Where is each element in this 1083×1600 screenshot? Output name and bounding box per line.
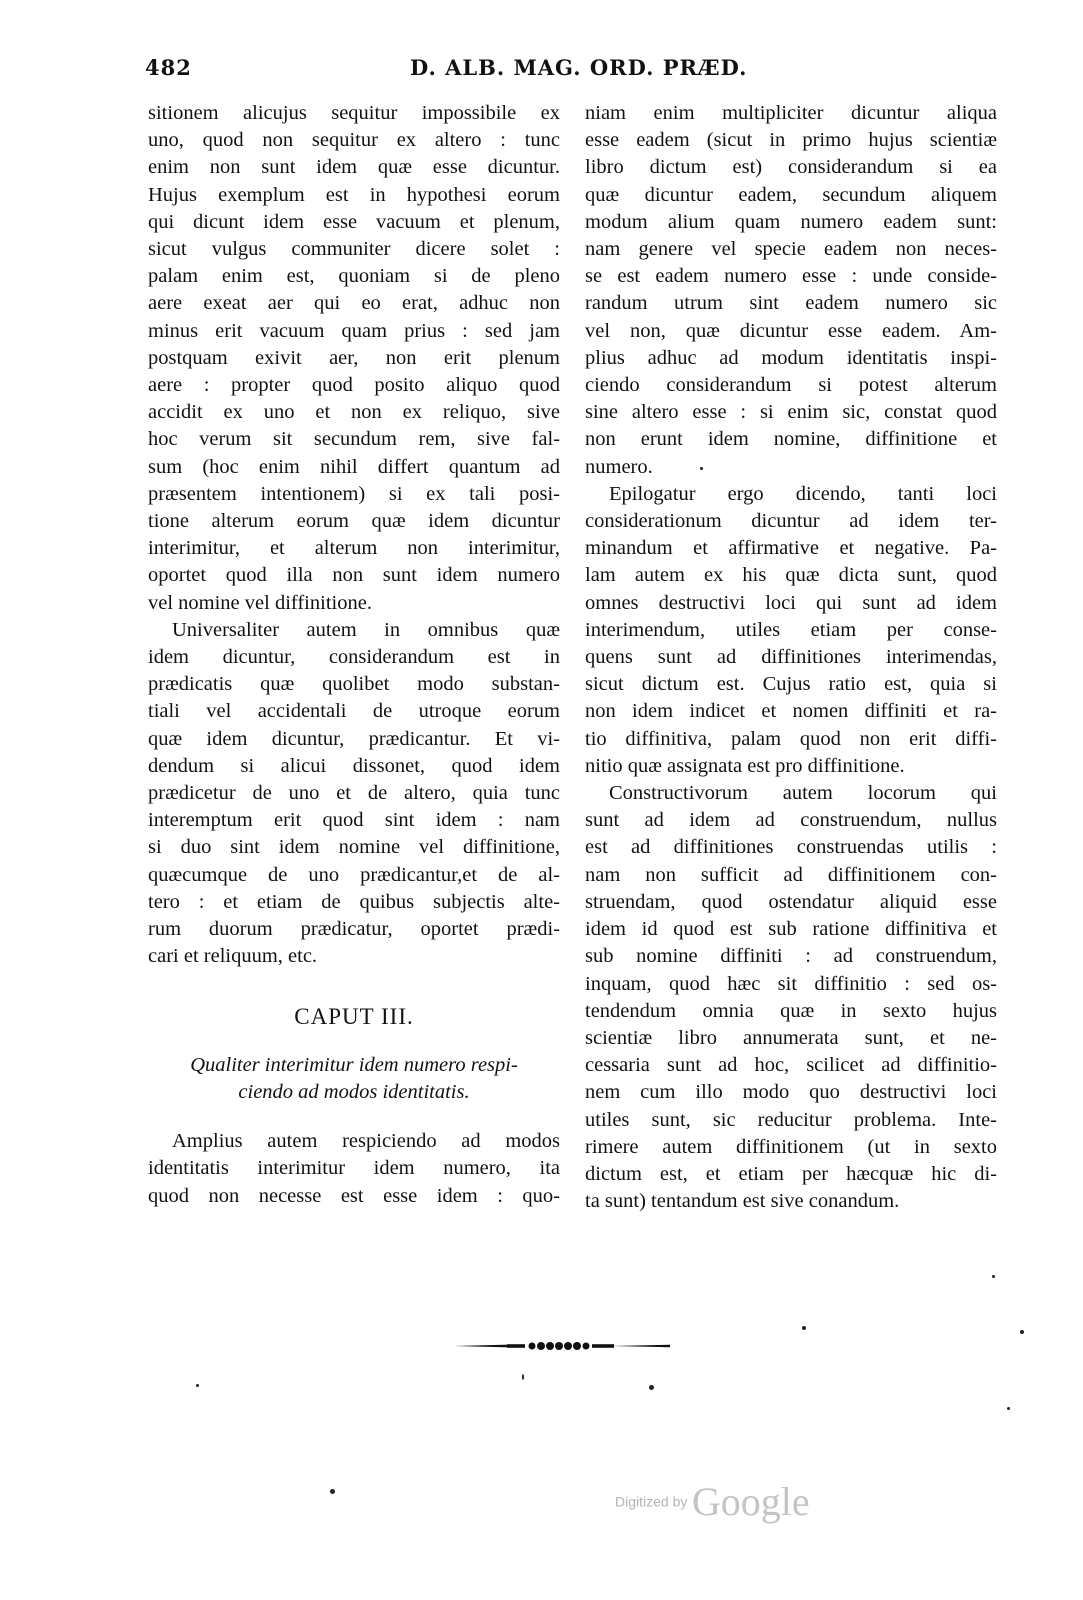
ink-speck [1007, 1407, 1010, 1410]
text-line: Amplius autem respiciendo ad modos [172, 1130, 560, 1153]
text-line: minandum et affirmative et negative. Pa- [585, 537, 997, 560]
text-line: non erunt idem nomine, diffinitione et [585, 428, 997, 451]
paragraph [585, 100, 997, 481]
text-line: sicut dictum est. Cujus ratio est, quia si [585, 673, 997, 696]
text-line: nam non sufficit ad diffinitionem con- [585, 863, 997, 886]
text-line: vel non, quæ dicuntur esse eadem. Am- [585, 319, 997, 342]
text-line: identitatis interimitur idem numero, ita [148, 1157, 560, 1180]
text-line: sicut vulgus communiter dicere solet : [148, 238, 560, 261]
text-line: interimendum, utiles etiam per conse- [585, 618, 997, 641]
text-line: cessaria sunt ad hoc, scilicet ad diffinitio- [585, 1054, 997, 1077]
right-column [585, 100, 997, 1215]
google-logo: Google [691, 1479, 810, 1524]
chapter-subtitle [148, 1052, 560, 1106]
text-line: prædicetur de uno et de altero, quia tunc [148, 782, 560, 805]
text-line: inquam, quod hæc sit diffinitio : sed os- [585, 972, 997, 995]
text-line: accidit ex uno et non ex reliquo, sive [148, 401, 560, 424]
text-line: tendendum omnia quæ in sexto hujus [585, 999, 997, 1022]
text-line: Hujus exemplum est in hypothesi eorum [148, 183, 560, 206]
page-number: 482 [145, 55, 192, 80]
text-line: lam autem ex his quæ dicta sunt, quod [585, 564, 997, 587]
text-line: interemptum erit quod sint idem : nam [148, 809, 560, 832]
text-line: prædicatis quæ quolibet modo substan- [148, 673, 560, 696]
text-line: idem dicuntur, considerandum est in [148, 646, 560, 669]
text-line: dendum si alicui dissonet, quod idem [148, 754, 560, 777]
ink-speck [522, 1374, 524, 1380]
ink-speck [196, 1384, 199, 1387]
text-line: sitionem alicujus sequitur impossibile ex [148, 102, 560, 124]
paragraph [148, 100, 560, 617]
digitized-by-text: Digitized by [615, 1493, 688, 1510]
text-line: præsentem intentionem) si ex tali posi- [148, 482, 560, 505]
chapter-heading: CAPUT III. [294, 1003, 414, 1029]
text-line: nitio quæ assignata est pro diffinitione. [585, 754, 905, 777]
ornament-divider-icon [452, 1336, 672, 1356]
text-line: palam enim est, quoniam si de pleno [148, 265, 560, 288]
text-line: quæ dicuntur eadem, secundum aliquem [585, 183, 997, 206]
digitized-watermark [615, 1478, 810, 1525]
text-line: qui dicunt idem esse vacuum et plenum, [148, 210, 560, 233]
ink-speck [802, 1326, 806, 1330]
text-line: se est eadem numero esse : unde conside- [585, 265, 997, 288]
text-line: nam genere vel specie eadem non neces- [585, 238, 997, 261]
left-column [148, 100, 560, 1210]
paragraph [585, 481, 997, 780]
text-line: cari et reliquum, etc. [148, 945, 318, 968]
paragraph [148, 617, 560, 971]
text-line: esse eadem (sicut in primo hujus scientiæ [585, 129, 997, 152]
text-line: quæcumque de uno prædicantur,et de al- [148, 863, 560, 886]
ink-speck [1020, 1330, 1024, 1334]
text-line: si duo sint idem nomine vel diffinitione, [148, 836, 560, 859]
text-line: rimere autem diffinitionem (ut in sexto [585, 1135, 997, 1158]
text-line: aere exeat aer qui eo erat, adhuc non [148, 292, 560, 315]
text-line: libro dictum est) considerandum si ea [585, 156, 997, 179]
text-line: minus erit vacuum quam prius : sed jam [148, 319, 560, 342]
text-line: considerationum dicuntur ad idem ter- [585, 510, 997, 533]
text-line: hoc verum sit secundum rem, sive fal- [148, 428, 560, 451]
text-line: quæ idem dicuntur, prædicantur. Et vi- [148, 727, 560, 750]
text-line: uno, quod non sequitur ex altero : tunc [148, 129, 560, 152]
text-line: plius adhuc ad modum identitatis inspi- [585, 346, 997, 369]
text-line: randum utrum sint eadem numero sic [585, 292, 997, 315]
text-line: non idem indicet et nomen diffiniti et ra- [585, 700, 997, 723]
text-line: quens sunt ad diffinitiones interimendas, [585, 646, 997, 669]
text-line: ciendo considerandum si potest alterum [585, 374, 997, 397]
text-line: sum (hoc enim nihil differt quantum ad [148, 455, 560, 478]
text-line: rum duorum prædicatur, oportet prædi- [148, 918, 560, 941]
subtitle-line: ciendo ad modos identitatis. [238, 1080, 470, 1103]
text-line: modum alium quam numero eadem sunt: [585, 210, 997, 233]
text-line: tiali vel accidentali de utroque eorum [148, 700, 560, 723]
text-line: est ad diffinitiones construendas utilis : [585, 836, 997, 859]
text-line: idem id quod est sub ratione diffinitiva et [585, 918, 997, 941]
text-line: omnes destructivi loci qui sunt ad idem [585, 591, 997, 614]
text-line: utiles sunt, sic reducitur problema. Inte- [585, 1108, 997, 1131]
text-line: niam enim multipliciter dicuntur aliqua [585, 102, 997, 124]
text-line: sub nomine diffiniti : ad construendum, [585, 945, 997, 968]
text-line: Universaliter autem in omnibus quæ [172, 618, 560, 641]
text-line: aere : propter quod posito aliquo quod [148, 374, 560, 397]
ink-speck [330, 1489, 335, 1494]
text-line: interimitur, et alterum non interimitur, [148, 537, 560, 560]
text-line: nem cum illo modo quo destructivi loci [585, 1081, 997, 1104]
text-line: tione alterum eorum quæ idem dicuntur [148, 510, 560, 533]
text-line: tio diffinitiva, palam quod non erit diffi- [585, 727, 997, 750]
text-line: numero. [585, 455, 653, 478]
text-line: postquam exivit aer, non erit plenum [148, 346, 560, 369]
ink-speck [649, 1385, 654, 1390]
text-line: enim non sunt idem quæ esse dicuntur. [148, 156, 560, 179]
subtitle-line: Qualiter interimitur idem numero respi- [190, 1053, 518, 1076]
text-line: ta sunt) tentandum est sive conandum. [585, 1190, 900, 1213]
paragraph [148, 1128, 560, 1210]
text-line: dictum est, et etiam per hæcquæ hic di- [585, 1162, 997, 1185]
text-line: oportet quod illa non sunt idem numero [148, 564, 560, 587]
paragraph [585, 780, 997, 1215]
text-line: quod non necesse est esse idem : quo- [148, 1184, 560, 1207]
text-line: sunt ad idem ad construendum, nullus [585, 809, 997, 832]
ink-speck [992, 1275, 995, 1278]
text-line: tero : et etiam de quibus subjectis alte- [148, 890, 560, 913]
running-title: D. ALB. MAG. ORD. PRÆD. [410, 55, 748, 80]
text-line: vel nomine vel diffinitione. [148, 591, 372, 614]
text-line: sine altero esse : si enim sic, constat quod [585, 401, 997, 424]
text-line: Epilogatur ergo dicendo, tanti loci [609, 482, 997, 505]
text-line: scientiæ libro annumerata sunt, et ne- [585, 1026, 997, 1049]
text-line: struendam, quod ostendatur aliquid esse [585, 890, 997, 913]
ink-speck [700, 467, 703, 470]
text-line: Constructivorum autem locorum qui [609, 782, 997, 805]
